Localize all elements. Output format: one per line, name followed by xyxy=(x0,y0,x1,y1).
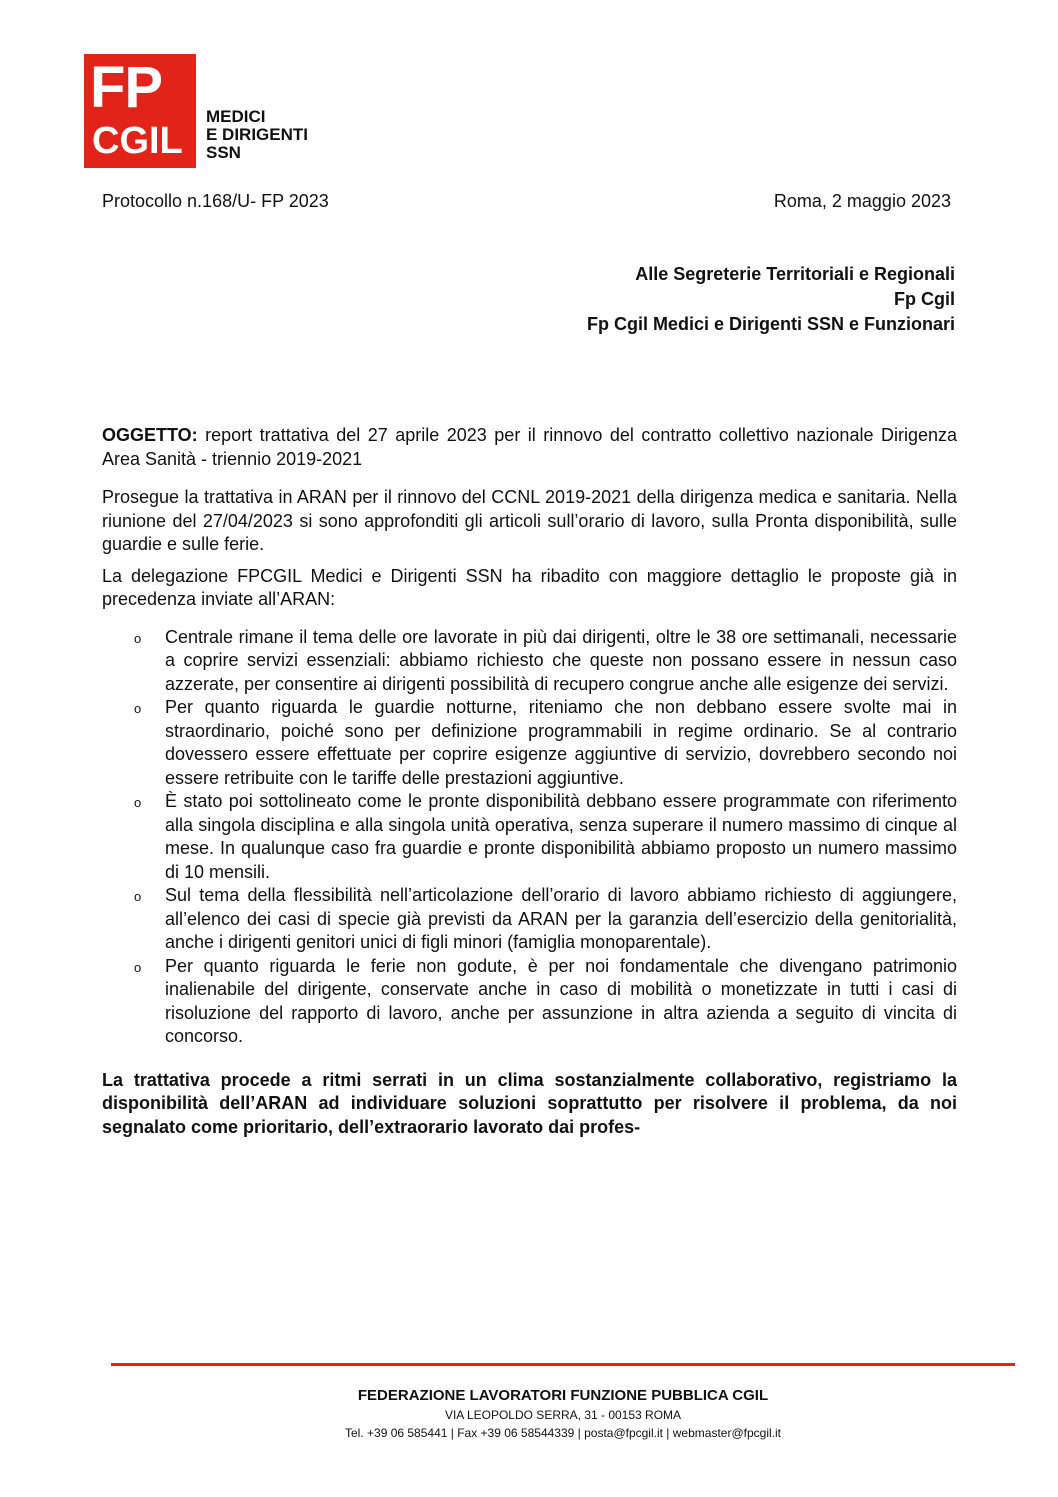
list-item xyxy=(102,790,957,884)
letterhead-footer xyxy=(0,1386,1058,1442)
bullet-marker: o xyxy=(134,959,142,975)
subject-label: OGGETTO: xyxy=(102,425,198,445)
list-item xyxy=(102,696,957,790)
list-item-text: Per quanto riguarda le guardie notturne, riteniamo che non debbano essere svolte mai in straordinario, poiché sono per definizione programmabili in regime ordinario. Se al contrario dovessero essere effettuate per coprire esigenze aggiuntive di servizio, dovrebbero secondo noi essere retribuite con le tariffe delle prestazioni aggiuntive. xyxy=(165,697,957,788)
recipient-line: Fp Cgil xyxy=(894,289,955,309)
list-item xyxy=(102,884,957,955)
logo-fp-text: FP xyxy=(90,55,163,120)
protocol-number: Protocollo n.168/U- FP 2023 xyxy=(102,191,329,211)
recipient-line: Fp Cgil Medici e Dirigenti SSN e Funzionari xyxy=(586,314,955,334)
closing-paragraph: La trattativa procede a ritmi serrati in un clima sostanzialmente collaborativo, registriamo la disponibilità dell’ARAN ad individuare soluzioni soprattutto per risolvere il problema, da noi segnalato come prioritario, dell’extraorario lavorato dai profes- xyxy=(102,1069,957,1137)
body-paragraph: Prosegue la trattativa in ARAN per il rinnovo del CCNL 2019-2021 della dirigenza medica e sanitaria. Nella riunione del 27/04/2023 si sono approfonditi gli articoli sull’orario di lavoro, sulla Pronta disponibilità, sulle guardie e sulle ferie. xyxy=(102,487,957,554)
logo-subtitle: MEDICI E DIRIGENTI SSN xyxy=(206,107,309,162)
bullet-marker: o xyxy=(134,701,142,716)
letter-date: Roma, 2 maggio 2023 xyxy=(773,191,951,211)
subject-text: report trattativa del 27 aprile 2023 per il rinnovo del contratto collettivo nazionale Dirigenza Area Sanità - triennio 2019-2021 xyxy=(102,425,957,469)
letter-body xyxy=(102,424,957,1139)
proposals-list xyxy=(102,626,957,1049)
list-item xyxy=(102,955,957,1049)
list-item-text: Centrale rimane il tema delle ore lavorate in più dai dirigenti, oltre le 38 ore settimanali, necessarie a coprire servizi essenziali: abbiamo richiesto che queste non possano essere in nessun caso azzerate, per consentire ai dirigenti possibilità di recupero congrue anche alle esigenze dei servizi. xyxy=(165,626,957,694)
footer-divider xyxy=(111,1363,1015,1366)
logo-cgil-text: CGIL xyxy=(92,120,183,162)
recipient-line: Alle Segreterie Territoriali e Regionali xyxy=(635,264,955,284)
body-paragraph: La delegazione FPCGIL Medici e Dirigenti SSN ha ribadito con maggiore dettaglio le proposte già in precedenza inviate all’ARAN: xyxy=(102,565,957,609)
footer-contacts: Tel. +39 06 585441 | Fax +39 06 58544339 | posta@fpcgil.it | webmaster@fpcgil.it xyxy=(345,1426,781,1440)
footer-organization: FEDERAZIONE LAVORATORI FUNZIONE PUBBLICA CGIL xyxy=(357,1387,769,1404)
list-item-text: Per quanto riguarda le ferie non godute, è per noi fondamentale che divengano patrimonio inalienabile del dirigente, conservate anche in caso di mobilità o monetizzate in tutti i casi di risoluzione del rapporto di lavoro, anche per assunzione in altra azienda a seguito di vincita di concorso. xyxy=(165,955,957,1046)
list-item-text: Sul tema della flessibilità nell’articolazione dell’orario di lavoro abbiamo richiesto di aggiungere, all’elenco dei casi di specie già previsti da ARAN per la garanzia dell’esercizio della genitorialità, anche i dirigenti genitori unici di figli minori (famiglia monoparentale). xyxy=(165,885,957,952)
footer-address: VIA LEOPOLDO SERRA, 31 - 00153 ROMA xyxy=(444,1408,682,1422)
bullet-marker: o xyxy=(134,795,142,810)
fp-cgil-logo xyxy=(84,54,196,168)
list-item-text: È stato poi sottolineato come le pronte disponibilità debbano essere programmate con riferimento alla singola disciplina e alla singola unità operativa, senza superare il numero massimo di cinque al mese. In qualunque caso fra guardie e pronte disponibilità abbiamo proposto un numero massimo di 10 mensili. xyxy=(165,791,957,882)
bullet-marker: o xyxy=(134,630,142,646)
bullet-marker: o xyxy=(134,889,142,904)
subject-line xyxy=(102,424,957,471)
list-item xyxy=(102,626,957,697)
recipients-block xyxy=(355,262,955,337)
